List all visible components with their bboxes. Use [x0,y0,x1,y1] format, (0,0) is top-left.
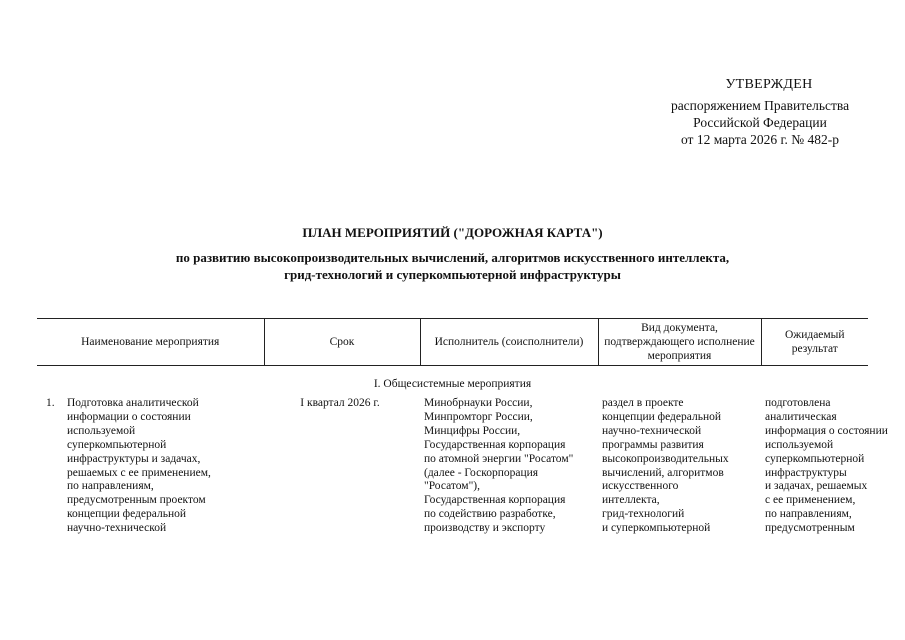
cell-line: суперкомпьютерной [67,438,167,451]
cell-line: аналитическая [765,410,837,423]
cell-line: интеллекта, [602,494,660,507]
cell-line: Подготовка аналитической [67,397,199,409]
cell-term [264,397,420,536]
cell-line: Минпромторг России, [424,410,533,423]
cell-line: с ее применением, [765,494,856,507]
section-title: I. Общесистемные мероприятия [373,378,532,390]
cell-line: концепции федеральной [602,410,722,423]
cell-line: вычислений, алгоритмов [602,466,724,479]
cell-line: по атомной энергии "Росатом" [424,452,574,465]
cell-name [37,397,264,536]
approved-heading: УТВЕРЖДЕН [725,77,813,92]
approval-line: распоряжением Правительства [670,98,850,113]
cell-line: I квартал 2026 г. [300,397,380,409]
cell-line: используемой [67,424,136,437]
cell-line: предусмотренным проектом [67,494,206,507]
cell-line: грид-технологий [602,508,685,521]
cell-line: высокопроизводительных [602,452,729,465]
cell-line: концепции федеральной [67,508,187,521]
subtitle-line: по развитию высокопроизводительных вычислений, алгоритмов искусственного интеллекта, [175,250,730,265]
cell-line: искусственного [602,480,679,493]
cell-line: Минцифры России, [424,424,521,437]
cell-line: программы развития [602,438,704,451]
table-header-row [37,319,868,366]
cell-result [761,397,888,536]
column-header-result: Ожидаемый результат [761,319,868,366]
cell-line: Государственная корпорация [424,438,566,451]
cell-line: информация о состоянии [765,424,888,437]
cell-line: информации о состоянии [67,410,191,423]
approval-date-line: от 12 марта 2026 г. № 482-р [680,132,840,147]
column-header-document: Вид документа, подтверждающего исполнение мероприятия [598,319,761,366]
subtitle-line: грид-технологий и суперкомпьютерной инфраструктуры [284,267,621,282]
approval-block [620,76,900,148]
cell-line: Государственная корпорация [424,494,566,507]
document-title: ПЛАН МЕРОПРИЯТИЙ ("ДОРОЖНАЯ КАРТА") [302,225,603,240]
cell-line: раздел в проекте [602,397,684,409]
section-row [37,366,868,398]
cell-line: по направлениям, [67,480,154,493]
cell-line: инфраструктуры [765,466,847,479]
cell-line: по содействию разработке, [424,508,556,521]
column-header-term: Срок [264,319,420,366]
cell-document [598,397,761,536]
cell-line: и суперкомпьютерной [602,522,711,535]
cell-line: подготовлена [765,397,831,409]
cell-line: предусмотренным [765,522,855,535]
document-subtitle [0,249,905,283]
cell-line: (далее - Госкорпорация [424,466,539,479]
cell-line: инфраструктуры и задачах, [67,452,201,465]
row-number: 1. [46,397,55,409]
plan-table [37,318,888,536]
column-header-name: Наименование мероприятия [37,319,264,366]
cell-line: решаемых с ее применением, [67,466,211,479]
cell-line: "Росатом"), [424,480,480,493]
cell-executor [420,397,598,536]
cell-line: научно-технической [67,522,167,535]
column-header-executor: Исполнитель (соисполнители) [420,319,598,366]
cell-line: используемой [765,438,834,451]
approval-line: Российской Федерации [693,115,827,130]
cell-line: по направлениям, [765,508,852,521]
cell-line: научно-технической [602,424,702,437]
cell-line: Минобрнауки России, [424,397,533,409]
cell-line: и задачах, решаемых [765,480,868,493]
table-row [37,397,868,536]
cell-line: суперкомпьютерной [765,452,865,465]
cell-line: производству и экспорту [424,522,546,535]
